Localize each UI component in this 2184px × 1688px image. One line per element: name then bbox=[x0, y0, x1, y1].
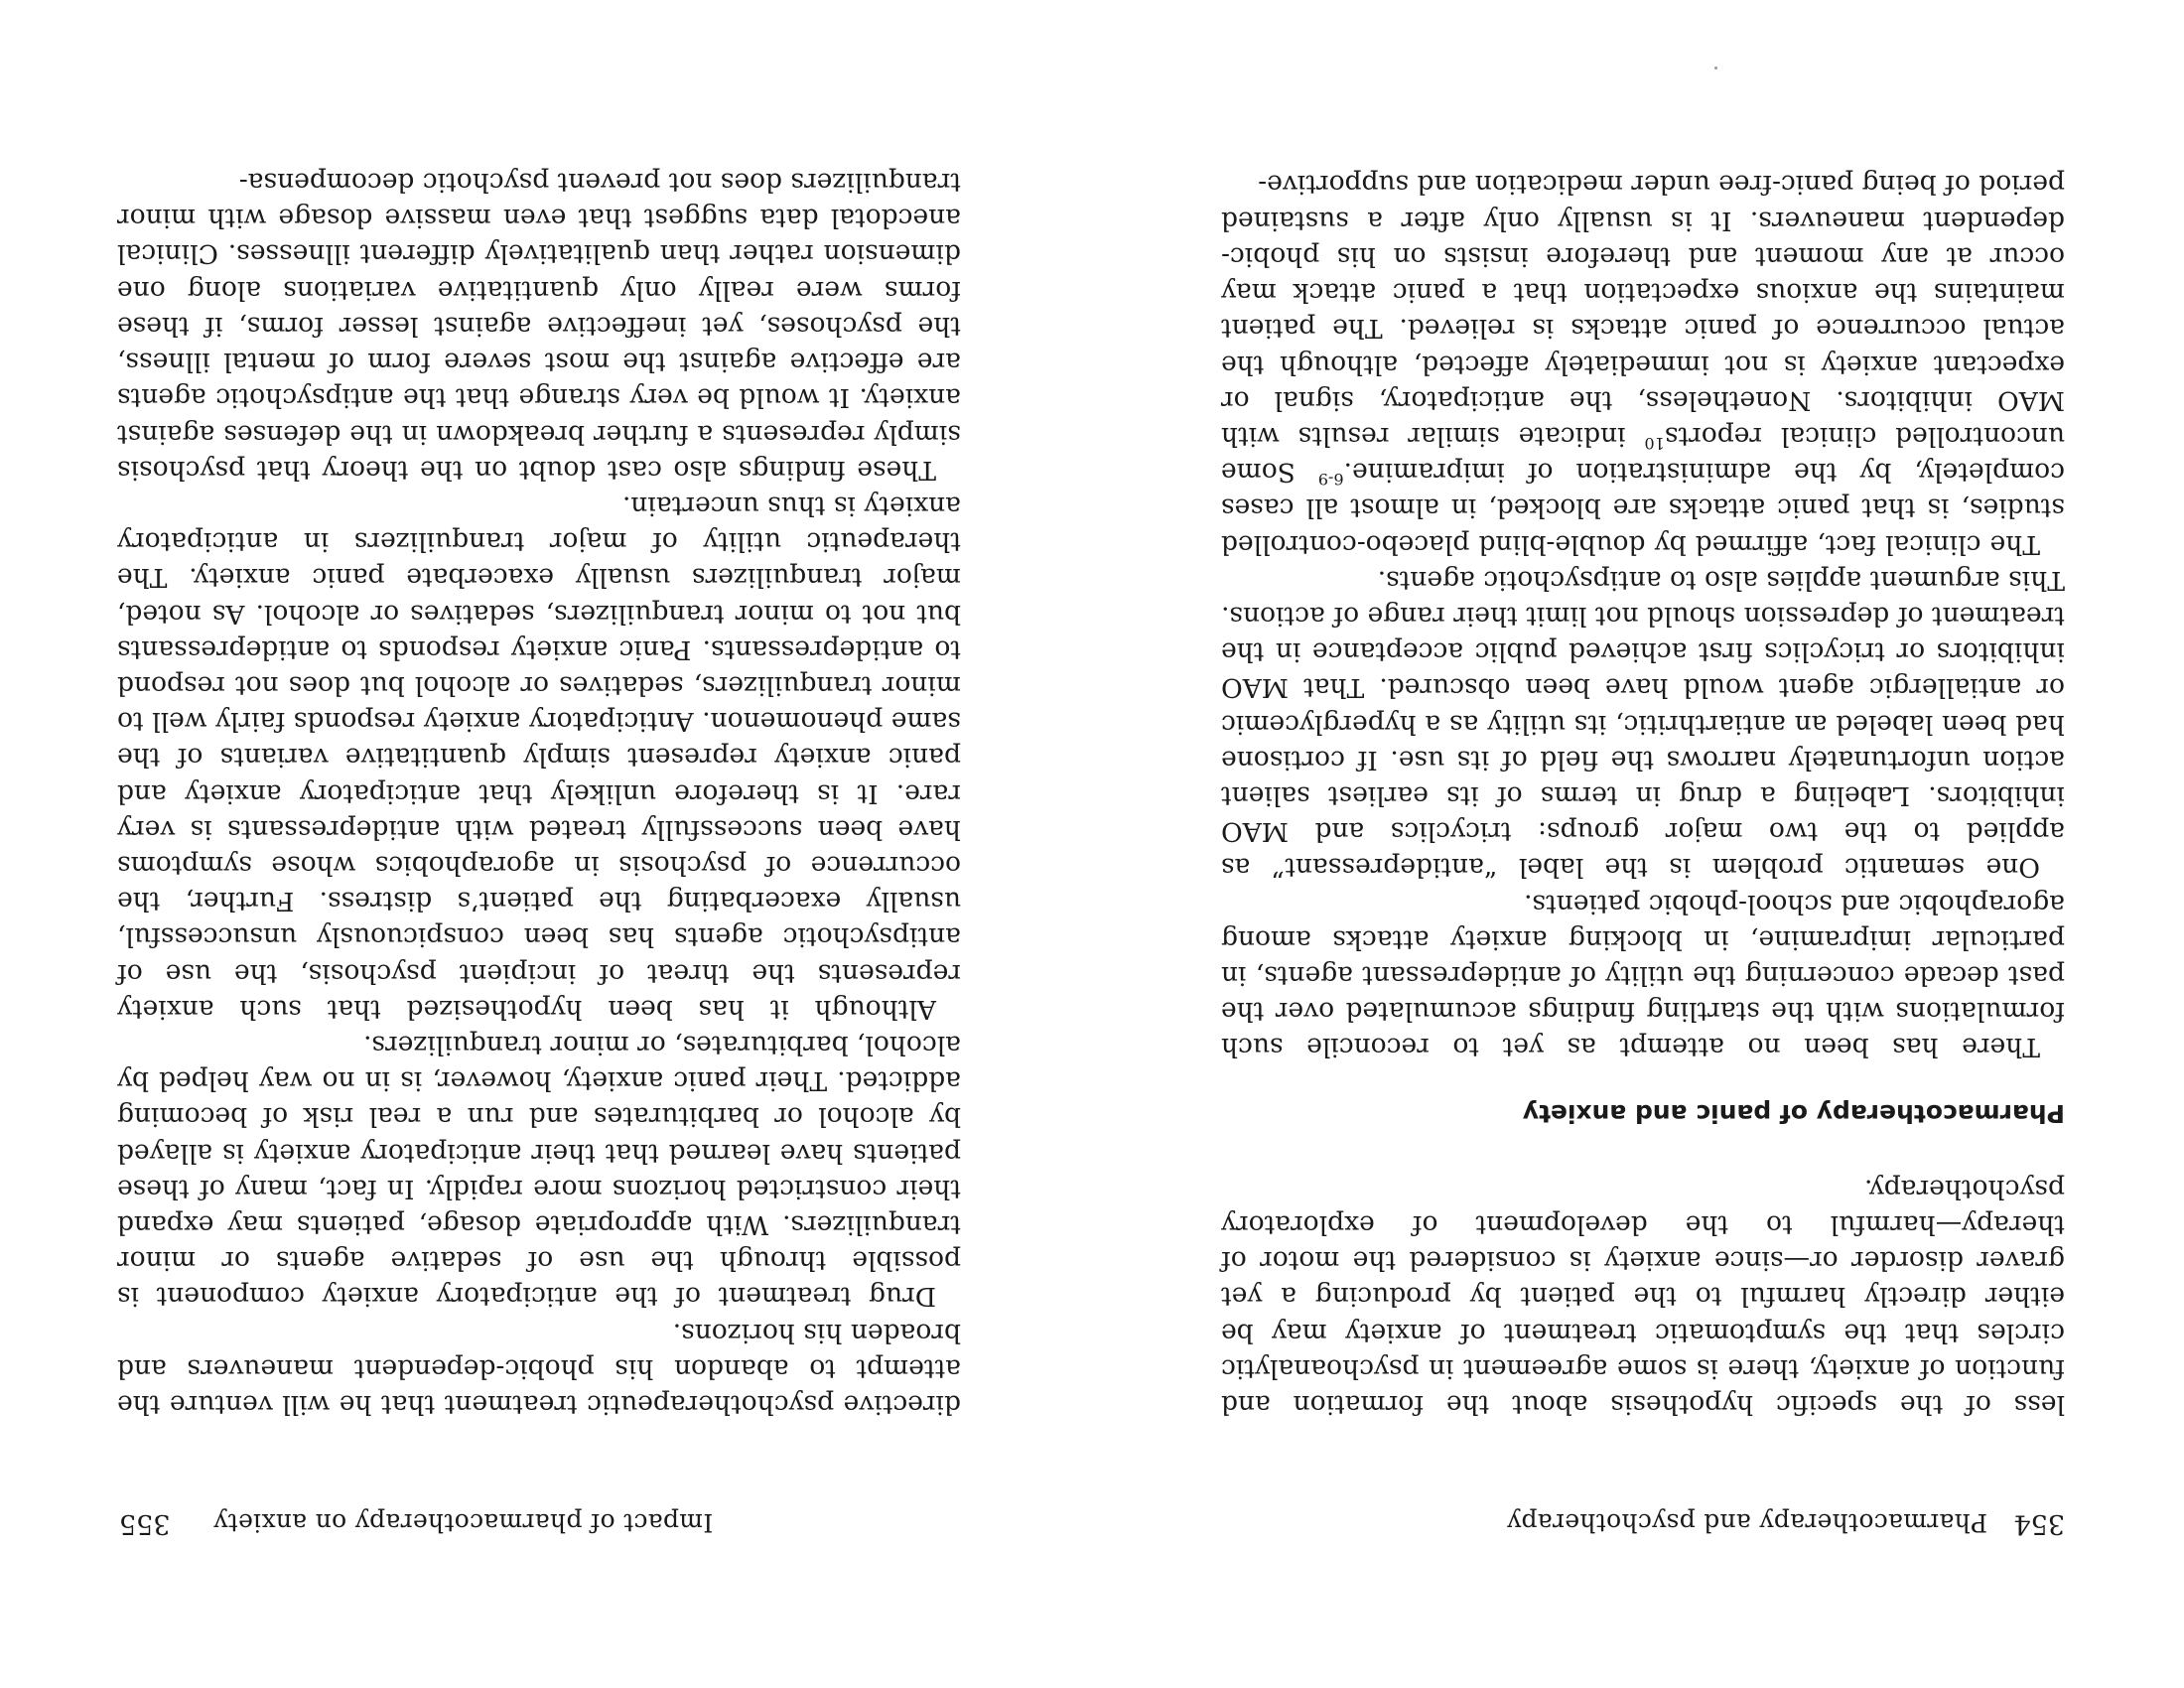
reference-marker: 10 bbox=[1644, 433, 1665, 453]
paragraph-text: indicate similar results with MAO inhibitors. Nonetheless, the anticipatory, signal or expectant anxiety is not immediately affected, although the actual occurrence of panic attacks is relieved. The patient maintains the anxious expectation that a panic attack may occur at any moment and therefore insists on his phobic-dependent maneuvers. It is usually only after a sustained period of being panic-free under medication and supportive- bbox=[1221, 169, 2065, 452]
paragraph: These findings also cast doubt on the theory that psychosis simply represents a further breakdown in the defenses against anxiety. It would be very strange that the antipsychotic agents are effective against the most severe form of mental illness, the psychoses, yet ineffective against lesser forms, if these forms were really only quantitative variations along one dimension rather than qualitatively different illnesses. Clinical anecdotal data suggest that even massive dosage with minor tranquilizers does not prevent psychotic decompensa- bbox=[117, 167, 961, 486]
paragraph: directive psychotherapeutic treatment that he will venture the attempt to abandon his phobic-dependent maneuvers and broaden his horizons. bbox=[117, 1317, 961, 1420]
page-354 bbox=[1092, 0, 2184, 1688]
page-number: 355 bbox=[119, 1508, 171, 1539]
paragraph-text: The clinical fact, affirmed by double-blind placebo-controlled studies, is that panic attacks are blocked, in almost all cases completely, by the administration of imipramine. bbox=[1221, 457, 2065, 560]
paragraph-text: Some uncontrolled clinical reports bbox=[1220, 420, 2065, 489]
page-body bbox=[1221, 166, 2065, 1422]
reference-marker: 6-9 bbox=[1317, 469, 1344, 489]
page-number: 354 bbox=[2013, 1508, 2065, 1539]
page-body bbox=[117, 164, 961, 1422]
paragraph: One semantic problem is the label “antidepressant” as applied to the two major groups: tricyclics and MAO inhibitors. Labeling a drug in terms of its earliest salient action unfortunately narrows the field of its use. If cortisone had been labeled an antiarthritic, its utility as a hyperglycemic or antiallergic agent would have been obscured. That MAO inhibitors or tricyclics first achieved public acceptance in the treatment of depression should not limit their range of actions. This argument applies also to antipsychotic agents. bbox=[1221, 564, 2065, 884]
scan-speck bbox=[1714, 67, 1717, 70]
running-head: Impact of pharmacotherapy on anxiety bbox=[213, 1508, 714, 1537]
paragraph: Drug treatment of the anticipatory anxiety component is possible through the use of sedative agents or minor tranquilizers. With appropriate dosage, patients may expand their constricted horizons more rapidly. In fact, many of these patients have learned that their anticipatory anxiety is allayed by alcohol or barbiturates and run a real risk of becoming addicted. Their panic anxiety, however, is in no way helped by alcohol, barbiturates, or minor tranquilizers. bbox=[117, 1029, 961, 1313]
paragraph bbox=[1221, 166, 2065, 561]
running-head: Pharmacotherapy and psychotherapy bbox=[1506, 1508, 1987, 1537]
paragraph: less of the specific hypothesis about the formation and function of anxiety, there is some agreement in psychoanalytic circles that the symptomatic treatment of anxiety may be either directly harmful to the patient by producing a yet graver disorder or—since anxiety is considered the motor of therapy—harmful to the development of exploratory psychotherapy. bbox=[1221, 1173, 2065, 1420]
paragraph: There has been no attempt as yet to reconcile such formulations with the startling findings accumulated over the past decade concerning the utility of antidepressant agents, in particular imipramine, in blocking anxiety attacks among agoraphobic and school-phobic patients. bbox=[1221, 888, 2065, 1063]
paragraph: Although it has been hypothesized that such anxiety represents the threat of incipient psychosis, the use of antipsychotic agents has been conspicuously unsuccessful, usually exacerbating the patient’s distress. Further, the occurrence of psychosis in agoraphobics whose symptoms have been successfully treated with antidepressants is very rare. It is therefore unlikely that anticipatory anxiety and panic anxiety represent simply quantitative variants of the same phenomenon. Anticipatory anxiety responds fairly well to minor tranquilizers, sedatives or alcohol but does not respond to antidepressants. Panic anxiety responds to antidepressants but not to minor tranquilizers, sedatives or alcohol. As noted, major tranquilizers usually exacerbate panic anxiety. The therapeutic utility of major tranquilizers in anticipatory anxiety is thus uncertain. bbox=[117, 490, 961, 1025]
section-heading: Pharmacotherapy of panic and anxiety bbox=[1522, 1098, 2065, 1128]
